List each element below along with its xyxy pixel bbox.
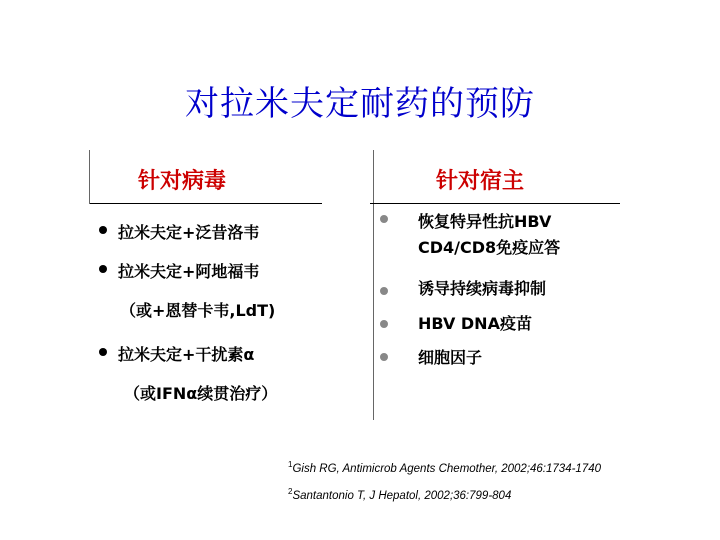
- left-divider-vertical: [89, 150, 90, 204]
- left-item-3: 拉米夫定+干扰素α: [118, 345, 255, 364]
- bullet-icon: [380, 320, 388, 328]
- left-heading-rule: [90, 203, 322, 204]
- left-column-heading: 针对病毒: [138, 169, 227, 194]
- right-item-1: 恢复特异性抗HBV: [418, 212, 552, 231]
- bullet-icon: [380, 353, 388, 361]
- bullet-icon: [380, 287, 388, 295]
- center-divider-vertical: [373, 150, 374, 420]
- bullet-icon: [99, 348, 107, 356]
- reference-text: Santantonio T, J Hepatol, 2002;36:799-804: [292, 489, 512, 502]
- left-item-3-note: （或IFNα续贯治疗）: [124, 384, 278, 403]
- right-heading-rule: [370, 203, 620, 204]
- right-item-3: HBV DNA疫苗: [418, 314, 532, 333]
- right-item-1-line2: CD4/CD8免疫应答: [418, 238, 561, 257]
- reference-text: Gish RG, Antimicrob Agents Chemother, 2002;46:1734-1740: [292, 462, 601, 475]
- bullet-icon: [380, 215, 388, 223]
- left-item-2: 拉米夫定+阿地福韦: [118, 262, 260, 281]
- reference-2: [288, 487, 511, 502]
- reference-1: [288, 460, 601, 475]
- right-column-heading: 针对宿主: [436, 169, 525, 194]
- bullet-icon: [99, 226, 107, 234]
- reference-marker: 2: [288, 487, 293, 496]
- left-item-2-note: （或+恩替卡韦,LdT): [120, 301, 276, 320]
- reference-marker: 1: [288, 460, 293, 469]
- left-item-1: 拉米夫定+泛昔洛韦: [118, 223, 260, 242]
- page-title: 对拉米夫定耐药的预防: [185, 84, 535, 124]
- right-item-4: 细胞因子: [418, 348, 483, 367]
- bullet-icon: [99, 265, 107, 273]
- right-item-2: 诱导持续病毒抑制: [418, 279, 547, 298]
